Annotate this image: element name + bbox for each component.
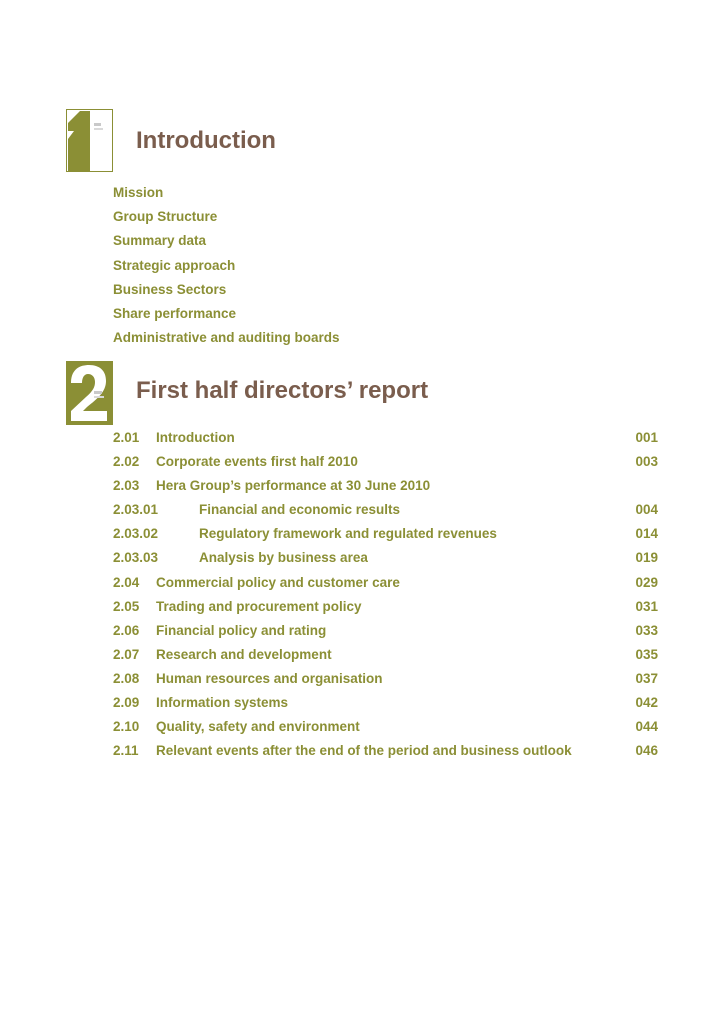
toc-label: Corporate events first half 2010 [156,454,358,470]
toc-label: Analysis by business area [199,550,368,566]
toc-page-number: 019 [635,550,658,566]
toc-label: Hera Group’s performance at 30 June 2010 [156,478,431,494]
toc-row[interactable] [113,549,658,573]
toc-label: Commercial policy and customer care [156,574,400,590]
toc-label: Financial and economic results [199,502,401,518]
toc-page-number: 029 [635,574,658,590]
toc-page-number: 037 [635,670,658,686]
toc-row[interactable] [113,525,658,549]
toc-page-number: 044 [635,719,658,735]
toc-label: Introduction [156,430,235,445]
toc-row[interactable] [113,622,658,646]
toc-page-number: 035 [635,646,658,662]
toc-page-number: 014 [635,526,658,542]
toc-number: 2.10 [113,719,140,735]
toc-row[interactable] [113,742,658,766]
toc-row[interactable] [113,718,658,742]
list-item-business-sectors[interactable]: Business Sectors [113,281,227,297]
toc-row[interactable] [113,694,658,718]
table-of-contents [113,429,658,766]
toc-row[interactable] [113,670,658,694]
toc-label: Quality, safety and environment [156,719,360,735]
list-item-mission[interactable]: Mission [113,185,164,200]
toc-label: Human resources and organisation [156,670,383,686]
list-item-strategic-approach[interactable]: Strategic approach [113,257,236,273]
toc-number: 2.11 [113,743,139,759]
toc-page-number: 001 [635,430,658,445]
list-item-share-performance[interactable]: Share performance [113,305,237,321]
toc-label: Relevant events after the end of the period and business outlook [156,743,572,759]
toc-label: Information systems [156,695,289,711]
toc-row[interactable] [113,429,658,453]
toc-number: 2.01 [113,430,140,445]
toc-row[interactable] [113,453,658,477]
numeral-2-icon [66,361,113,425]
toc-label: Trading and procurement policy [156,598,362,614]
toc-page-number: 046 [635,743,658,759]
toc-row[interactable] [113,598,658,622]
toc-number: 2.03.02 [113,526,159,542]
list-item-group-structure[interactable]: Group Structure [113,209,218,225]
toc-number: 2.08 [113,670,140,686]
toc-label: Regulatory framework and regulated revenues [199,526,497,542]
toc-number: 2.02 [113,454,140,470]
toc-row[interactable] [113,646,658,670]
list-item-summary-data[interactable]: Summary data [113,233,207,249]
toc-number: 2.03.03 [113,550,159,566]
toc-label: Financial policy and rating [156,622,327,638]
list-item-administrative-boards[interactable]: Administrative and auditing boards [113,330,340,346]
toc-page-number: 042 [635,695,658,711]
toc-number: 2.07 [113,646,140,662]
toc-row[interactable] [113,574,658,598]
section-2-title: First half directors’ report [136,377,429,404]
toc-number: 2.09 [113,695,140,711]
toc-page-number: 033 [635,622,658,638]
toc-number: 2.06 [113,622,140,638]
toc-row[interactable] [113,477,658,501]
toc-label: Research and development [156,646,332,662]
toc-number: 2.05 [113,598,140,614]
toc-page-number: 003 [635,454,658,470]
toc-row[interactable] [113,501,658,525]
toc-number: 2.03.01 [113,502,159,518]
introduction-list [113,184,340,353]
toc-page-number: 031 [635,598,658,614]
toc-page-number: 004 [635,502,658,518]
toc-number: 2.03 [113,478,140,494]
section-1-title: Introduction [136,127,276,154]
toc-number: 2.04 [113,574,140,590]
numeral-1-icon [66,109,113,172]
